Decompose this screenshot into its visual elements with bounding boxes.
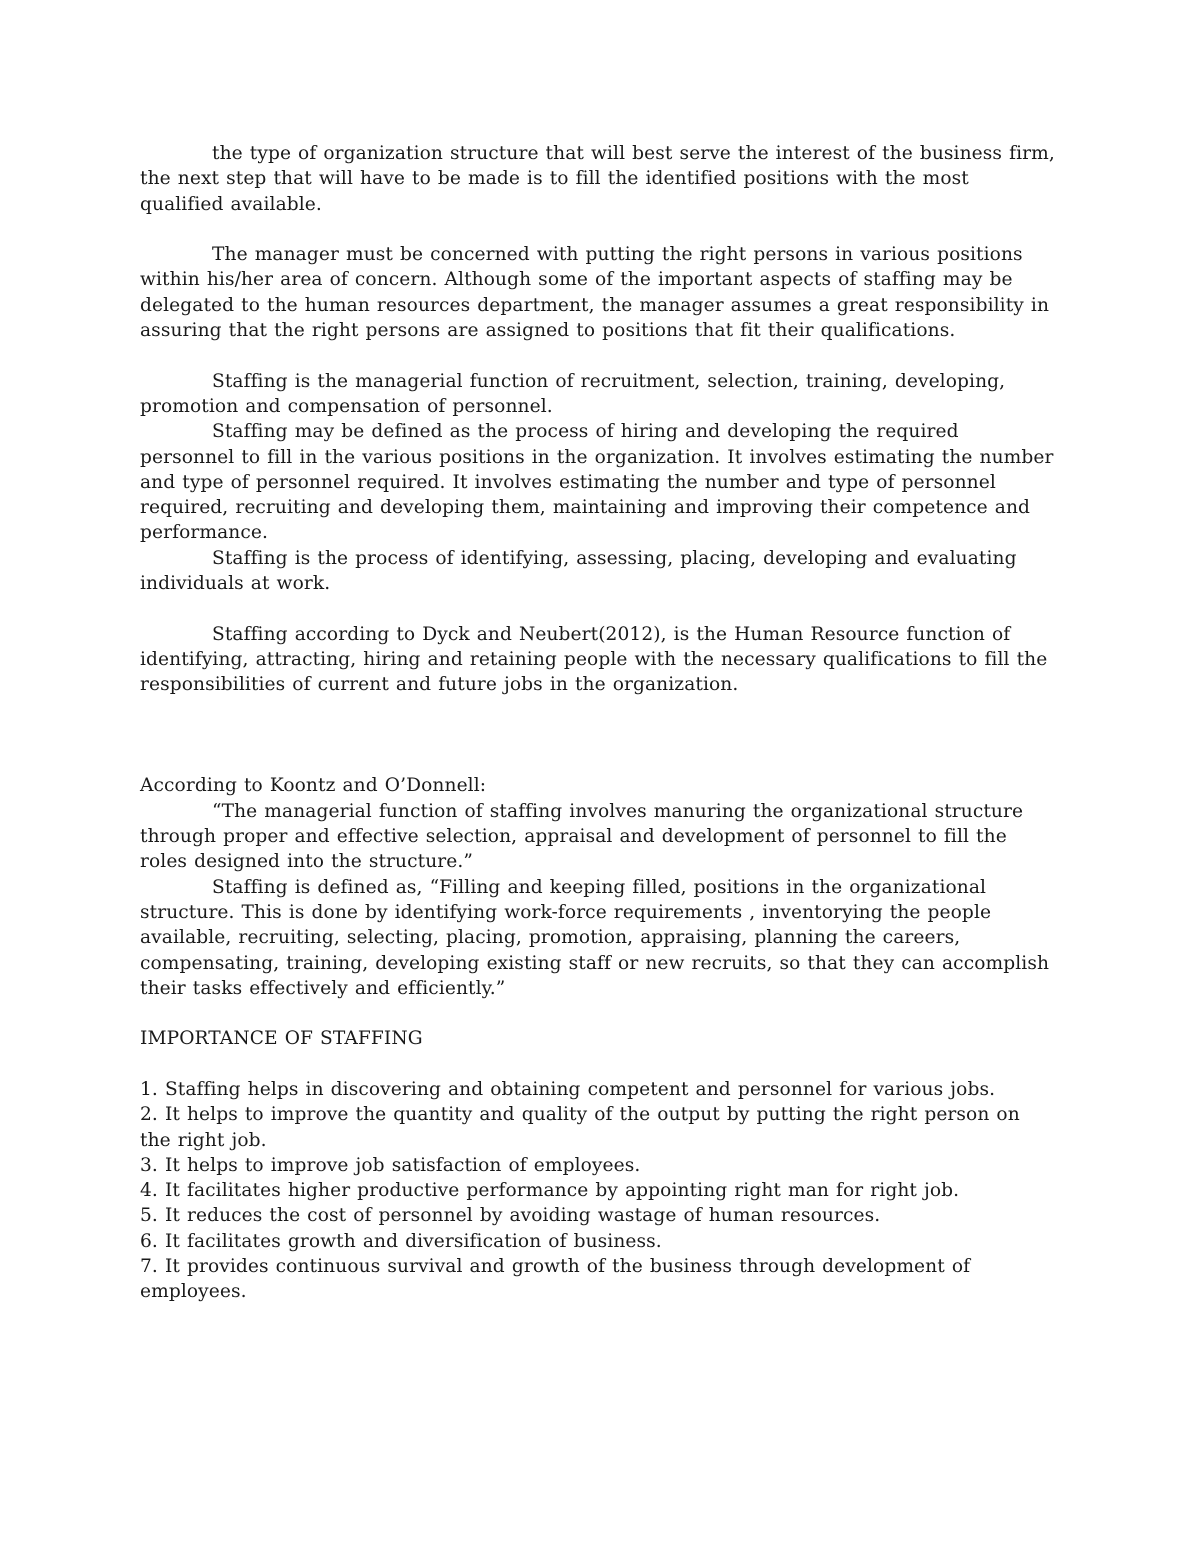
importance-list	[140, 1077, 1055, 1305]
list-item: 6. It facilitates growth and diversification of business.	[140, 1230, 662, 1252]
paragraph-dyck-neubert: Staffing according to Dyck and Neubert(2012), is the Human Resource function of identifying, attracting, hiring and retaining people with the necessary qualifications to fill the responsibilities of current and future jobs in the organization.	[140, 623, 1048, 696]
koontz-quote: “The managerial function of staffing involves manuring the organizational structure through proper and effective selection, appraisal and development of personnel to fill the roles designed into the structure.”	[140, 800, 1024, 873]
importance-heading: IMPORTANCE OF STAFFING	[140, 1028, 423, 1050]
paragraph-org-structure: the type of organization structure that will best serve the interest of the business firm, the next step that will have to be made is to fill the identified positions with the most qualified available.	[140, 143, 1055, 215]
document-body	[140, 141, 1055, 1305]
paragraph-manager-concern: The manager must be concerned with putting the right persons in various positions within his/her area of concern. Although some of the important aspects of staffing may be delegated to the human resources department, the manager assumes a great responsibility in assuring that the right persons are assigned to positions that fit their qualifications.	[140, 244, 1050, 342]
paragraph-staffing-function: Staffing is the managerial function of recruitment, selection, training, developing, promotion and compensation of personnel.	[140, 370, 1006, 417]
list-item: 2. It helps to improve the quantity and quality of the output by putting the right person on the right job.	[140, 1104, 1020, 1151]
list-item: 7. It provides continuous survival and growth of the business through development of employees.	[140, 1256, 971, 1303]
list-item: 1. Staffing helps in discovering and obtaining competent and personnel for various jobs.	[140, 1078, 996, 1100]
staffing-defined-line-2: available, recruiting, selecting, placing, promotion, appraising, planning the careers, compensating, training, developing existing staff or new recruits, so that they can accomplish their tasks effectively and efficiently.”	[140, 927, 1050, 999]
list-item: 4. It facilitates higher productive performance by appointing right man for right job.	[140, 1180, 960, 1202]
list-item: 5. It reduces the cost of personnel by avoiding wastage of human resources.	[140, 1205, 881, 1227]
list-item: 3. It helps to improve job satisfaction of employees.	[140, 1154, 641, 1176]
koontz-heading: According to Koontz and O’Donnell:	[140, 775, 487, 797]
staffing-defined-line-1: Staffing is defined as, “Filling and keeping filled, positions in the organizational structure. This is done by identifying work-force requirements , inventorying the people	[140, 876, 992, 923]
paragraph-staffing-identifying: Staffing is the process of identifying, assessing, placing, developing and evaluating individuals at work.	[140, 547, 1017, 595]
paragraph-staffing-defined-process: Staffing may be defined as the process of hiring and developing the required personnel to fill in the various positions in the organization. It involves estimating the number and type of personnel required. It involves estimating the number and type of personnel required, recruiting and developing them, maintaining and improving their competence and performance.	[140, 421, 1054, 544]
